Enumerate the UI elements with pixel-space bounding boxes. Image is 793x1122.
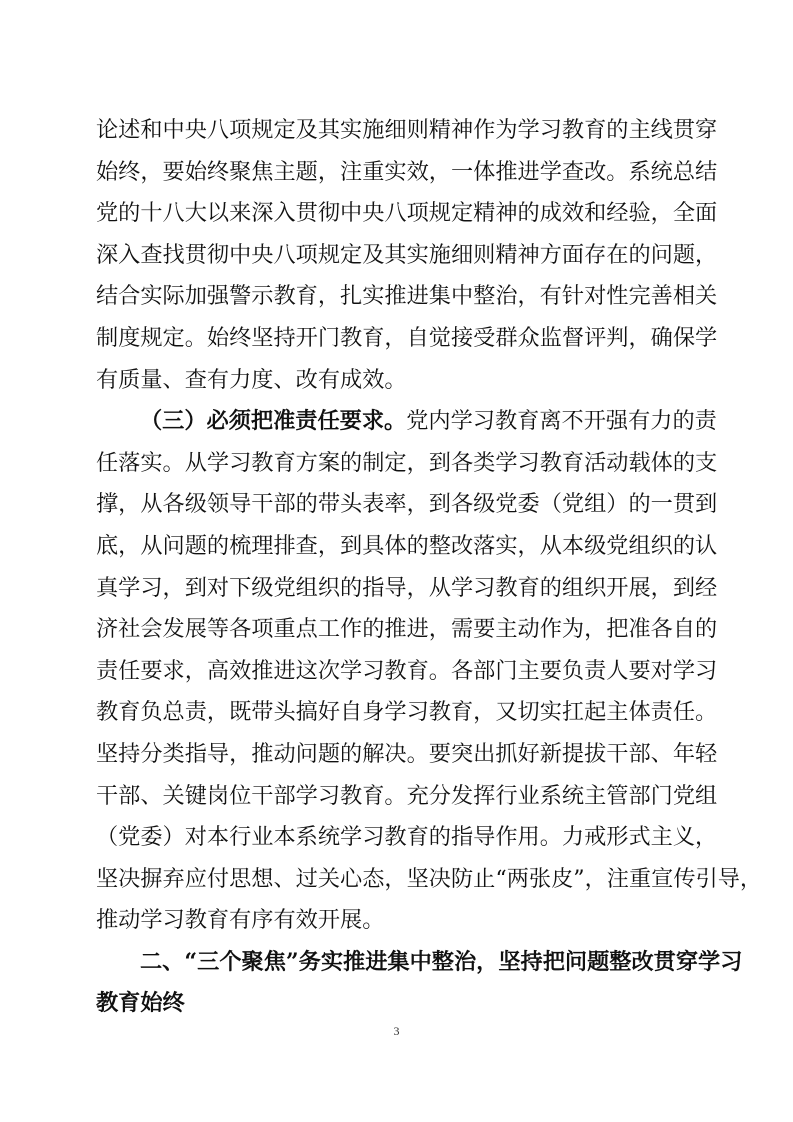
paragraph-line: 有质量、查有力度、改有成效。: [96, 366, 407, 393]
paragraph-line: 制度规定。始终坚持开门教育，自觉接受群众监督评判，确保学: [96, 324, 718, 351]
paragraph-line: 坚持分类指导，推动问题的解决。要突出抓好新提拔干部、年轻: [96, 740, 718, 767]
subsection-heading: （三）必须把准责任要求。: [140, 408, 407, 435]
paragraph-line: （党委）对本行业本系统学习教育的指导作用。力戒形式主义，: [96, 824, 718, 851]
body-text: [96, 110, 763, 1025]
paragraph-line: 责任要求，高效推进这次学习教育。各部门主要负责人要对学习: [96, 657, 718, 684]
paragraph-line: 济社会发展等各项重点工作的推进，需要主动作为，把准各自的: [96, 616, 718, 643]
paragraph-line: 论述和中央八项规定及其实施细则精神作为学习教育的主线贯穿: [96, 117, 718, 143]
paragraph-line: 底，从问题的梳理排查，到具体的整改落实，从本级党组织的认: [96, 532, 718, 559]
section-heading-continued: 教育始终: [96, 990, 185, 1017]
paragraph-line: 撑，从各级领导干部的带头表率，到各级党委（党组）的一贯到: [96, 491, 718, 518]
section-heading: 二、“三个聚焦”务实推进集中整治，坚持把问题整改贯穿学习: [140, 948, 743, 975]
subsection-first-line-text: 党内学习教育离不开强有力的责: [406, 408, 717, 435]
paragraph-line: 真学习，到对下级党组织的指导，从学习教育的组织开展，到经: [96, 574, 718, 601]
paragraph-line: 推动学习教育有序有效开展。: [96, 907, 385, 934]
paragraph-line: 任落实。从学习教育方案的制定，到各类学习教育活动载体的支: [96, 449, 718, 476]
paragraph-line: 坚决摒弃应付思想、过关心态，坚决防止“两张皮”，注重宣传引导，: [96, 865, 763, 892]
subsection-first-line: [96, 401, 717, 443]
paragraph-line: 干部、关键岗位干部学习教育。充分发挥行业系统主管部门党组: [96, 782, 718, 809]
paragraph-line: 始终，要始终聚焦主题，注重实效，一体推进学查改。系统总结: [96, 158, 718, 185]
paragraph-line: 结合实际加强警示教育，扎实推进集中整治，有针对性完善相关: [96, 283, 718, 310]
paragraph-line: 深入查找贯彻中央八项规定及其实施细则精神方面存在的问题，: [96, 241, 718, 268]
paragraph-line: 党的十八大以来深入贯彻中央八项规定精神的成效和经验，全面: [96, 200, 718, 227]
paragraph-line: 教育负总责，既带头搞好自身学习教育，又切实扛起主体责任。: [96, 699, 718, 726]
page-number: 3: [393, 1024, 400, 1038]
